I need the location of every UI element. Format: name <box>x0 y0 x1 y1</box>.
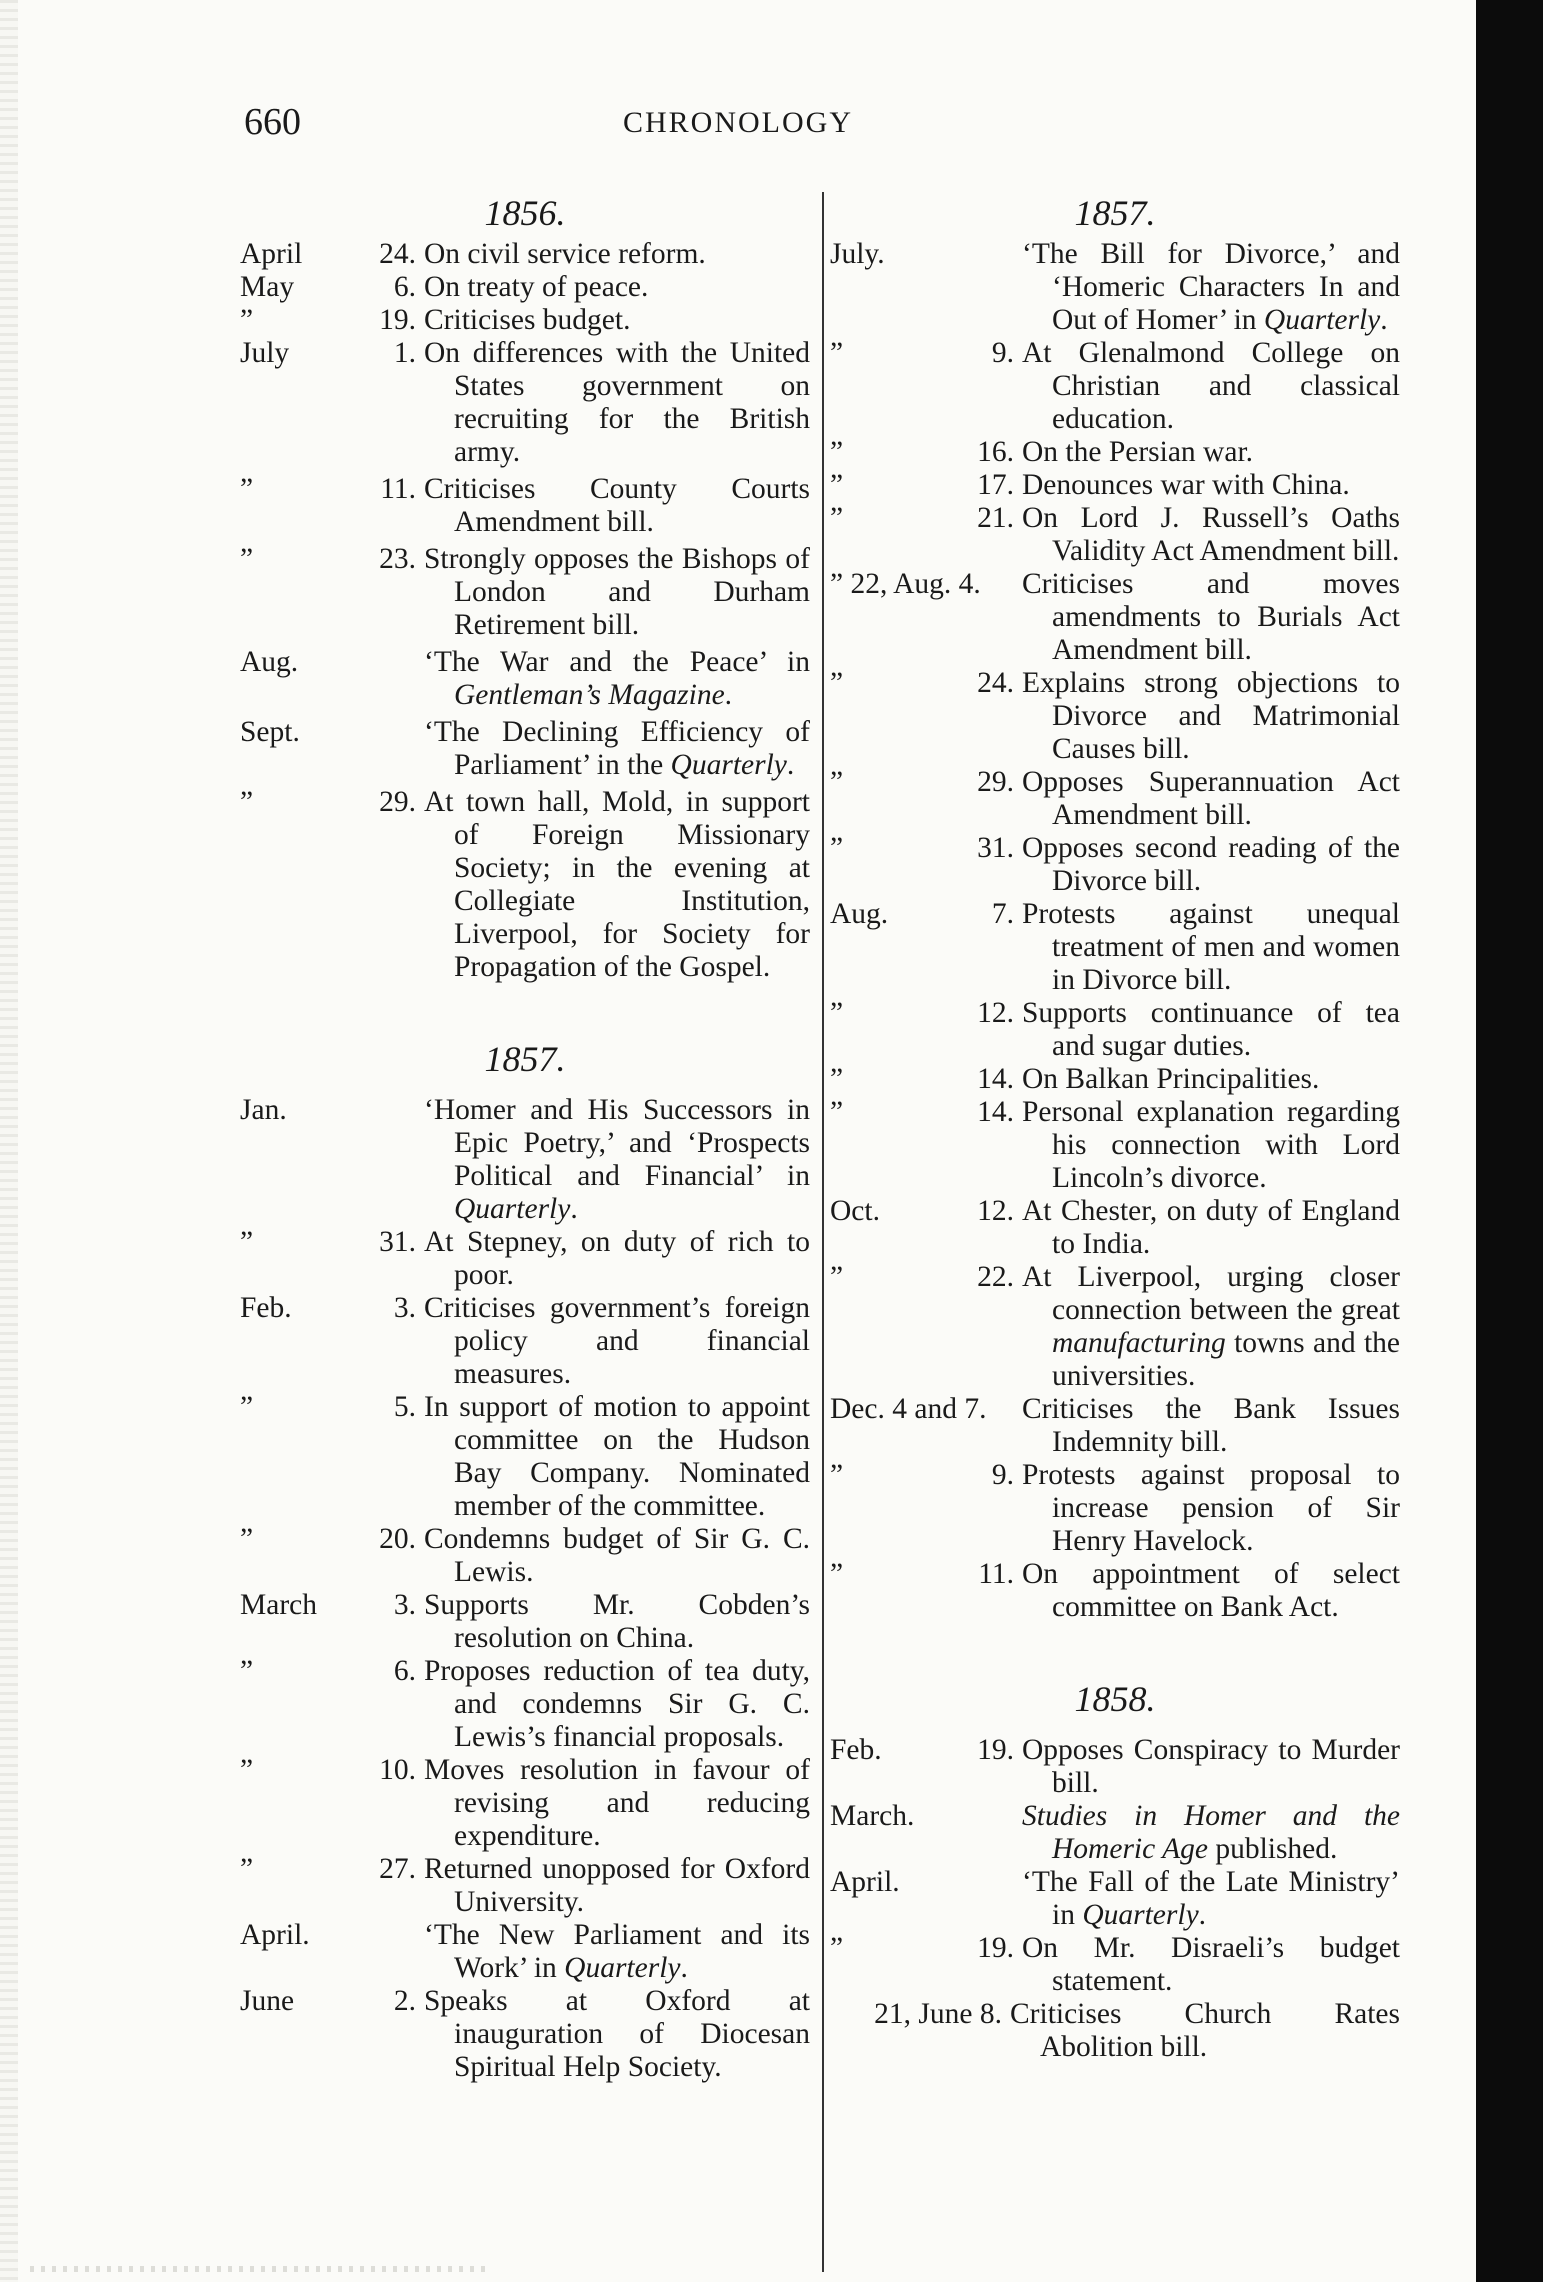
entry-month: ” <box>830 1932 844 1964</box>
entry-text-plain: At Liverpool, urging closer connection between the great <box>1022 1261 1400 1326</box>
entry-text: Supports Mr. Cobden’s resolution on China. <box>424 1589 810 1654</box>
entry-text: Proposes reduction of tea duty, and condemns Sir G. C. Lewis’s financial proposals. <box>424 1655 810 1753</box>
entry-text: Protests against unequal treatment of men and women in Divorce bill. <box>1022 898 1400 996</box>
chronology-entry <box>830 1734 1400 1800</box>
entry-month: ” <box>240 543 254 575</box>
entry-text-tail: . <box>570 1193 578 1225</box>
entry-day: 9. <box>991 337 1014 369</box>
entry-day <box>332 646 424 712</box>
chronology-entry <box>830 1261 1400 1393</box>
entry-text-italic: manufacturing <box>1052 1327 1226 1359</box>
entry-day: 24. <box>379 238 416 270</box>
entry-text: At Stepney, on duty of rich to poor. <box>424 1226 810 1291</box>
entry-text <box>424 1094 810 1226</box>
entry-month: ” <box>240 473 254 505</box>
entry-day: 11. <box>978 1558 1014 1590</box>
entry-day: 12. <box>977 1195 1014 1227</box>
entry-month: June <box>240 1985 295 2017</box>
entry-month: ” <box>240 1391 254 1423</box>
entry-text-tail: . <box>786 749 795 781</box>
entry-text: Supports continuance of tea and sugar duties. <box>1022 997 1400 1062</box>
entry-text-plain: ‘The War and the Peace’ in <box>424 646 810 678</box>
entry-month: ” <box>240 1754 254 1786</box>
entry-text: On civil service reform. <box>424 238 706 270</box>
chronology-entry <box>240 473 810 539</box>
entry-text: On differences with the United States government on recruiting for the British army. <box>424 337 810 468</box>
entry-text: Returned unopposed for Oxford University. <box>424 1853 810 1918</box>
entry-day: 2. <box>393 1985 416 2017</box>
entry-day: 9. <box>991 1459 1014 1491</box>
chronology-entry <box>240 1853 810 1919</box>
entry-text: Opposes Superannuation Act Amendment bill. <box>1022 766 1400 831</box>
entry-day: 19. <box>977 1734 1014 1766</box>
entry-month: July <box>240 337 290 369</box>
entry-month: Jan. <box>240 1094 287 1126</box>
entry-day: 6. <box>393 271 416 303</box>
entry-text: At town hall, Mold, in support of Foreign Missionary Society; in the evening at Collegiate Institution, Liverpool, for Society for Propagation of the Gospel. <box>424 786 810 983</box>
entry-text: Protests against proposal to increase pension of Sir Henry Havelock. <box>1022 1459 1400 1557</box>
entry-month: ” <box>240 304 254 336</box>
chronology-entry <box>830 502 1400 568</box>
publication-title: Studies in Homer and the Homeric Age <box>1022 1800 1400 1865</box>
entry-month: March. <box>830 1800 915 1832</box>
chronology-entry <box>240 786 810 984</box>
chronology-entry <box>240 716 810 782</box>
entry-month: ” <box>830 832 844 864</box>
entry-day: 1. <box>393 337 416 369</box>
entry-month: ” <box>240 1853 254 1885</box>
entry-text-plain: ‘The Bill for Divorce,’ and ‘Homeric Characters In and Out of Homer’ in <box>1022 238 1400 336</box>
chronology-entry <box>830 1063 1400 1096</box>
entry-date: ” 22, Aug. 4. <box>830 568 981 600</box>
entry-text: Criticises Church Rates Abolition bill. <box>1010 1998 1400 2063</box>
entry-month: Feb. <box>830 1734 882 1766</box>
entry-month: April. <box>830 1866 900 1898</box>
entry-day <box>332 1094 424 1226</box>
page-number: 660 <box>244 101 301 143</box>
entry-day: 5. <box>393 1391 416 1423</box>
chronology-entry <box>240 1985 810 2084</box>
entry-text-tail: towns and the universities. <box>1052 1327 1400 1392</box>
chronology-entry <box>240 1589 810 1655</box>
entry-month: ” <box>240 786 254 818</box>
chronology-entry <box>240 646 810 712</box>
chronology-entry <box>830 1866 1400 1932</box>
scan-smudge <box>30 2266 490 2272</box>
chronology-entry <box>240 1391 810 1523</box>
chronology-entry <box>830 436 1400 469</box>
chronology-entry <box>830 898 1400 997</box>
entry-month: Feb. <box>240 1292 292 1324</box>
entry-text-plain: ‘The New Parliament and its Work’ in <box>424 1919 810 1984</box>
entry-day <box>930 238 1022 337</box>
entry-month: ” <box>830 667 844 699</box>
chronology-entry <box>830 1800 1400 1866</box>
chronology-entry <box>240 543 810 642</box>
entry-date: Dec. 4 and 7. <box>830 1393 987 1425</box>
chronology-entry <box>830 766 1400 832</box>
entry-day <box>332 1919 424 1985</box>
entry-text: Criticises County Courts Amendment bill. <box>424 473 810 538</box>
entry-day: 17. <box>977 469 1014 501</box>
entry-text <box>424 716 810 782</box>
entry-month: May <box>240 271 295 303</box>
entry-day: 22. <box>977 1261 1014 1293</box>
chronology-entry <box>830 1459 1400 1558</box>
entry-text-tail: . <box>1198 1899 1207 1931</box>
scan-edge <box>0 0 18 2282</box>
entry-text: Criticises the Bank Issues Indemnity bill. <box>1022 1393 1400 1458</box>
publication-title: Quarterly <box>1263 304 1381 336</box>
entry-day <box>930 1800 1022 1866</box>
chronology-entry <box>240 1292 810 1391</box>
entry-day: 6. <box>393 1655 416 1687</box>
entry-month: ” <box>830 1558 844 1590</box>
entry-text: Strongly opposes the Bishops of London and Durham Retirement bill. <box>424 543 810 641</box>
entry-text: Opposes Conspiracy to Murder bill. <box>1022 1734 1400 1799</box>
entry-month: ” <box>830 502 844 534</box>
entry-month: ” <box>240 1523 254 1555</box>
chronology-entry <box>830 469 1400 502</box>
entry-day: 29. <box>379 786 416 818</box>
entry-text: In support of motion to appoint committee on the Hudson Bay Company. Nominated member of the committee. <box>424 1391 810 1522</box>
entry-day: 12. <box>977 997 1014 1029</box>
entry-text: On treaty of peace. <box>424 271 649 303</box>
entry-day: 19. <box>379 304 416 336</box>
entry-text <box>1022 1866 1400 1932</box>
chronology-entry <box>240 1754 810 1853</box>
chronology-entry <box>240 1919 810 1985</box>
chronology-entry <box>830 568 1400 667</box>
entry-month: April. <box>240 1919 310 1951</box>
entry-day <box>930 1866 1022 1932</box>
publication-title: Quarterly <box>670 749 787 781</box>
entry-text <box>1022 1800 1400 1866</box>
chronology-entry <box>240 238 810 271</box>
entry-text-plain: ‘The Declining Efficiency of Parliament’ in the <box>424 716 810 781</box>
entry-month: ” <box>830 766 844 798</box>
entry-text-tail: . <box>724 679 733 711</box>
entry-text: On Mr. Disraeli’s budget statement. <box>1022 1932 1400 1997</box>
entry-text: Criticises and moves amendments to Burials Act Amendment bill. <box>1022 568 1400 666</box>
entry-month: March <box>240 1589 317 1621</box>
entry-day: 21. <box>977 502 1014 534</box>
entry-text-tail: . <box>1380 304 1388 336</box>
year-heading: 1857. <box>484 1039 566 1079</box>
chronology-entry <box>830 1558 1400 1624</box>
entry-month: ” <box>830 469 844 501</box>
chronology-entry <box>240 337 810 469</box>
entry-text: Moves resolution in favour of revising and reducing expenditure. <box>424 1754 810 1852</box>
entry-day: 14. <box>977 1096 1014 1128</box>
entry-text: Opposes second reading of the Divorce bill. <box>1022 832 1400 897</box>
chronology-entry <box>830 1932 1400 1998</box>
entry-text: On Balkan Principalities. <box>1022 1063 1320 1095</box>
chronology-entry <box>830 1195 1400 1261</box>
entry-text <box>1022 1261 1400 1393</box>
entry-text: Personal explanation regarding his connection with Lord Lincoln’s divorce. <box>1022 1096 1400 1194</box>
entry-text: On Lord J. Russell’s Oaths Validity Act Amendment bill. <box>1022 502 1400 567</box>
entry-month: ” <box>830 1096 844 1128</box>
entry-text: Explains strong objections to Divorce and Matrimonial Causes bill. <box>1022 667 1400 765</box>
entry-day: 7. <box>991 898 1014 930</box>
entry-text-tail: published. <box>1207 1833 1338 1865</box>
entry-day <box>332 716 424 782</box>
right-column <box>830 190 1400 2064</box>
entry-month: April <box>240 238 303 270</box>
entry-text: Criticises government’s foreign policy and financial measures. <box>424 1292 810 1390</box>
entry-month: ” <box>830 1261 844 1293</box>
entry-month: ” <box>830 997 844 1029</box>
year-heading: 1857. <box>1074 193 1156 233</box>
entry-text: Criticises budget. <box>424 304 631 336</box>
chronology-entry <box>830 667 1400 766</box>
year-heading: 1856. <box>484 193 566 233</box>
entry-month: ” <box>240 1226 254 1258</box>
entry-day: 3. <box>393 1589 416 1621</box>
entry-text-tail: . <box>680 1952 688 1984</box>
chronology-entry <box>240 1523 810 1589</box>
publication-title: Quarterly <box>564 1952 681 1984</box>
entry-month: ” <box>830 1063 844 1095</box>
entry-text: On appointment of select committee on Bank Act. <box>1022 1558 1400 1623</box>
chronology-entry <box>830 1998 1400 2064</box>
entry-text: Condemns budget of Sir G. C. Lewis. <box>424 1523 810 1588</box>
entry-day: 3. <box>393 1292 416 1324</box>
entry-month: July. <box>830 238 885 270</box>
chronology-entry <box>240 1094 810 1226</box>
entry-day: 29. <box>977 766 1014 798</box>
chronology-entry <box>240 1226 810 1292</box>
entry-month: ” <box>830 436 844 468</box>
entry-date: 21, June 8. <box>874 1998 1002 2030</box>
chronology-entry <box>240 271 810 304</box>
chronology-entry <box>830 1393 1400 1459</box>
entry-text: Denounces war with China. <box>1022 469 1350 501</box>
entry-month: ” <box>830 337 844 369</box>
publication-title: Gentleman’s Magazine <box>454 679 725 711</box>
chronology-entry <box>830 997 1400 1063</box>
chronology-entry <box>240 304 810 337</box>
entry-text-plain: ‘The Fall of the Late Ministry’ in <box>1022 1866 1400 1931</box>
entry-day: 20. <box>379 1523 416 1555</box>
scan-margin-bar <box>1476 0 1543 2282</box>
publication-title: Quarterly <box>454 1193 571 1225</box>
chronology-entry <box>830 238 1400 337</box>
entry-text: At Glenalmond College on Christian and classical education. <box>1022 337 1400 435</box>
publication-title: Quarterly <box>1082 1899 1199 1931</box>
left-column <box>240 190 810 2084</box>
year-heading: 1858. <box>1074 1679 1156 1719</box>
entry-day: 23. <box>379 543 416 575</box>
chronology-entry <box>830 832 1400 898</box>
entry-month: Aug. <box>240 646 299 678</box>
chronology-entry <box>830 337 1400 436</box>
entry-day: 11. <box>380 473 416 505</box>
entry-text: On the Persian war. <box>1022 436 1254 468</box>
column-divider <box>822 192 824 2272</box>
running-head: CHRONOLOGY <box>623 106 853 139</box>
entry-day: 31. <box>977 832 1014 864</box>
entry-text: At Chester, on duty of England to India. <box>1022 1195 1400 1260</box>
entry-text-plain: ‘Homer and His Successors in Epic Poetry,’ and ‘Prospects Political and Financial’ in <box>424 1094 810 1192</box>
entry-month: Sept. <box>240 716 300 748</box>
entry-text <box>424 1919 810 1985</box>
entry-month: ” <box>830 1459 844 1491</box>
entry-text <box>424 646 810 712</box>
entry-day: 31. <box>379 1226 416 1258</box>
chronology-entry <box>240 1655 810 1754</box>
entry-day: 19. <box>977 1932 1014 1964</box>
entry-day: 10. <box>379 1754 416 1786</box>
entry-month: Oct. <box>830 1195 880 1227</box>
entry-text <box>1022 238 1400 337</box>
entry-day: 27. <box>379 1853 416 1885</box>
entry-day: 14. <box>977 1063 1014 1095</box>
entry-month: ” <box>240 1655 254 1687</box>
entry-day: 16. <box>977 436 1014 468</box>
entry-day: 24. <box>977 667 1014 699</box>
entry-text: Speaks at Oxford at inauguration of Diocesan Spiritual Help Society. <box>424 1985 810 2083</box>
entry-month: Aug. <box>830 898 889 930</box>
chronology-entry <box>830 1096 1400 1195</box>
